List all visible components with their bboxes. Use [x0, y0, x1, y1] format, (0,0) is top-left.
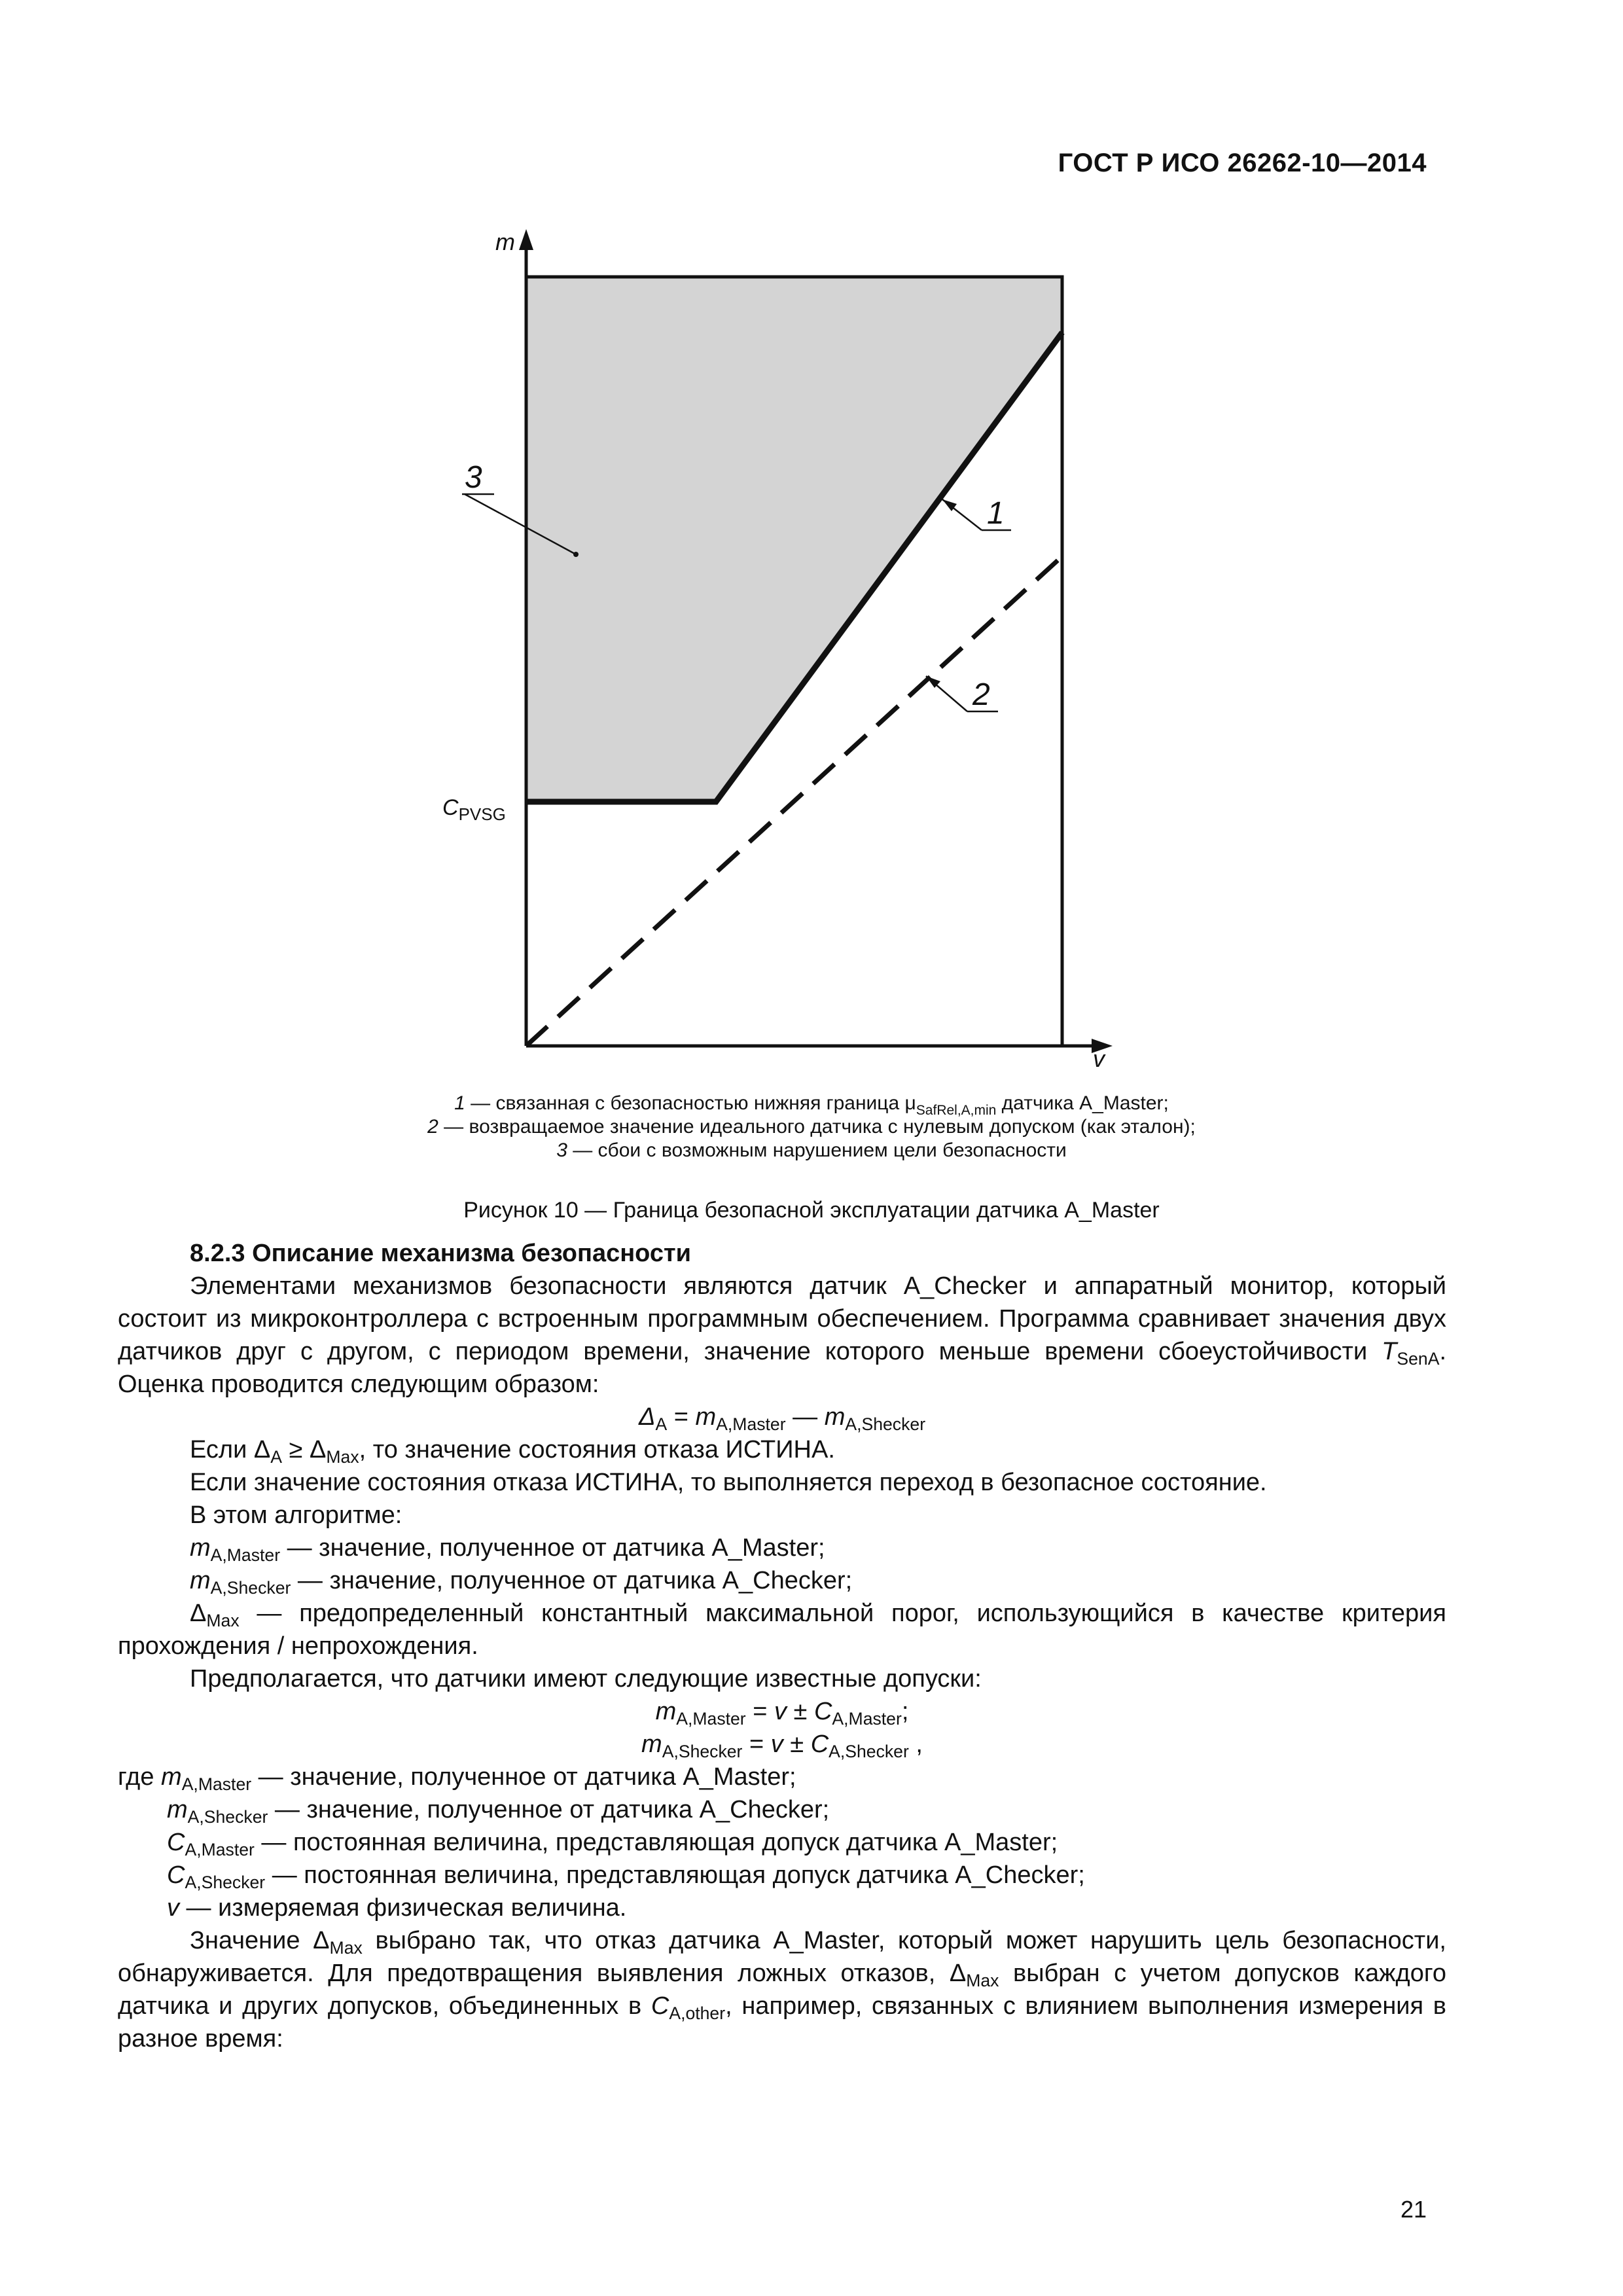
callout-3-dot: [573, 552, 579, 557]
callout-3-label: 3: [465, 460, 482, 495]
where-2: $m_{A,Shecker}$ — значение, полученное от датчика A_Checker;: [167, 1796, 830, 1827]
legend-item-2: 2 — возвращаемое значение идеального датчика с нулевым допуском (как эталон);: [427, 1116, 1196, 1138]
equation-master: $m_{A,Master} = v \pm C_{A,Master}$;: [655, 1698, 909, 1729]
callout-1-label: 1: [987, 496, 1005, 531]
algorithm-intro: В этом алгоритме:: [190, 1501, 402, 1529]
y-axis-arrow: [519, 229, 533, 250]
section-body: [118, 1237, 1446, 2055]
section-heading: 8.2.3 Описание механизма безопасности: [190, 1240, 691, 1267]
definition-1: $m_{A,Master}$ — значение, полученное от датчика A_Master;: [190, 1534, 825, 1565]
page-number: 21: [1400, 2196, 1427, 2223]
assumption: Предполагается, что датчики имеют следующие известные допуски:: [190, 1665, 982, 1693]
where-1: где $m_{A,Master}$ — значение, полученное от датчика A_Master;: [118, 1763, 796, 1794]
y-axis-label: m: [495, 228, 515, 255]
callout-2-label: 2: [972, 677, 990, 712]
equation-checker: $m_{A,Shecker} = v \pm C_{A,Shecker}$ ,: [641, 1731, 923, 1761]
paragraph-last: Значение $\Delta_{Max}$ выбрано так, что отказ датчика A_Master, который может нарушить цель безопасности, обнаруживается. Для предотвращения выявления ложных отказов, $\Delta_{Max}$ выбран с учетом допусков каждого датчика и других допусков, объединенных в $C_{A,other}$, например, связанных с влиянием выполнения измерения в разное время:: [118, 1927, 1446, 2053]
legend-item-3: 3 — сбои с возможным нарушением цели безопасности: [556, 1139, 1067, 1161]
figure-10: [0, 0, 1623, 1118]
figure-legend: [0, 1092, 1623, 1162]
document-header: ГОСТ Р ИСО 26262-10—2014: [1058, 149, 1427, 177]
condition-1: Если $\Delta_A \ge \Delta_{Max}$, то значение состояния отказа ИСТИНА.: [190, 1436, 835, 1467]
cpvsg-label: $C_{PVSG}$: [442, 795, 506, 824]
condition-2: Если значение состояния отказа ИСТИНА, то выполняется переход в безопасное состояние.: [190, 1469, 1267, 1496]
x-axis-label: v: [1093, 1045, 1105, 1072]
where-3: $C_{A,Master}$ — постоянная величина, представляющая допуск датчика A_Master;: [167, 1829, 1058, 1859]
definition-2: $m_{A,Shecker}$ — значение, полученное от датчика A_Checker;: [190, 1567, 853, 1598]
legend-item-1: 1 — связанная с безопасностью нижняя граница $\mu_{SafRel,A,min}$ датчика A_Master;: [454, 1092, 1169, 1118]
where-5: v — измеряемая физическая величина.: [167, 1894, 627, 1922]
definition-3: $\Delta_{Max}$ — предопределенный константный максимальной порог, использующийся в качестве критерия прохождения / непрохождения.: [118, 1600, 1446, 1660]
figure-caption: Рисунок 10 — Граница безопасной эксплуатации датчика A_Master: [463, 1198, 1160, 1223]
paragraph-1: Элементами механизмов безопасности являются датчик A_Checker и аппаратный монитор, который состоит из микроконтроллера с встроенным программным обеспечением. Программа сравнивает значения двух датчиков друг с другом, с периодом времени, значение которого меньше времени сбоеустойчивости $T_{SenA}$. Оценка проводится следующим образом:: [118, 1272, 1446, 1398]
failure-region: [526, 277, 1062, 802]
equation-delta: $\Delta_A = m_{A,Master}$ — $m_{A,Shecker}$: [638, 1403, 926, 1434]
where-4: $C_{A,Shecker}$ — постоянная величина, представляющая допуск датчика A_Checker;: [167, 1861, 1085, 1892]
